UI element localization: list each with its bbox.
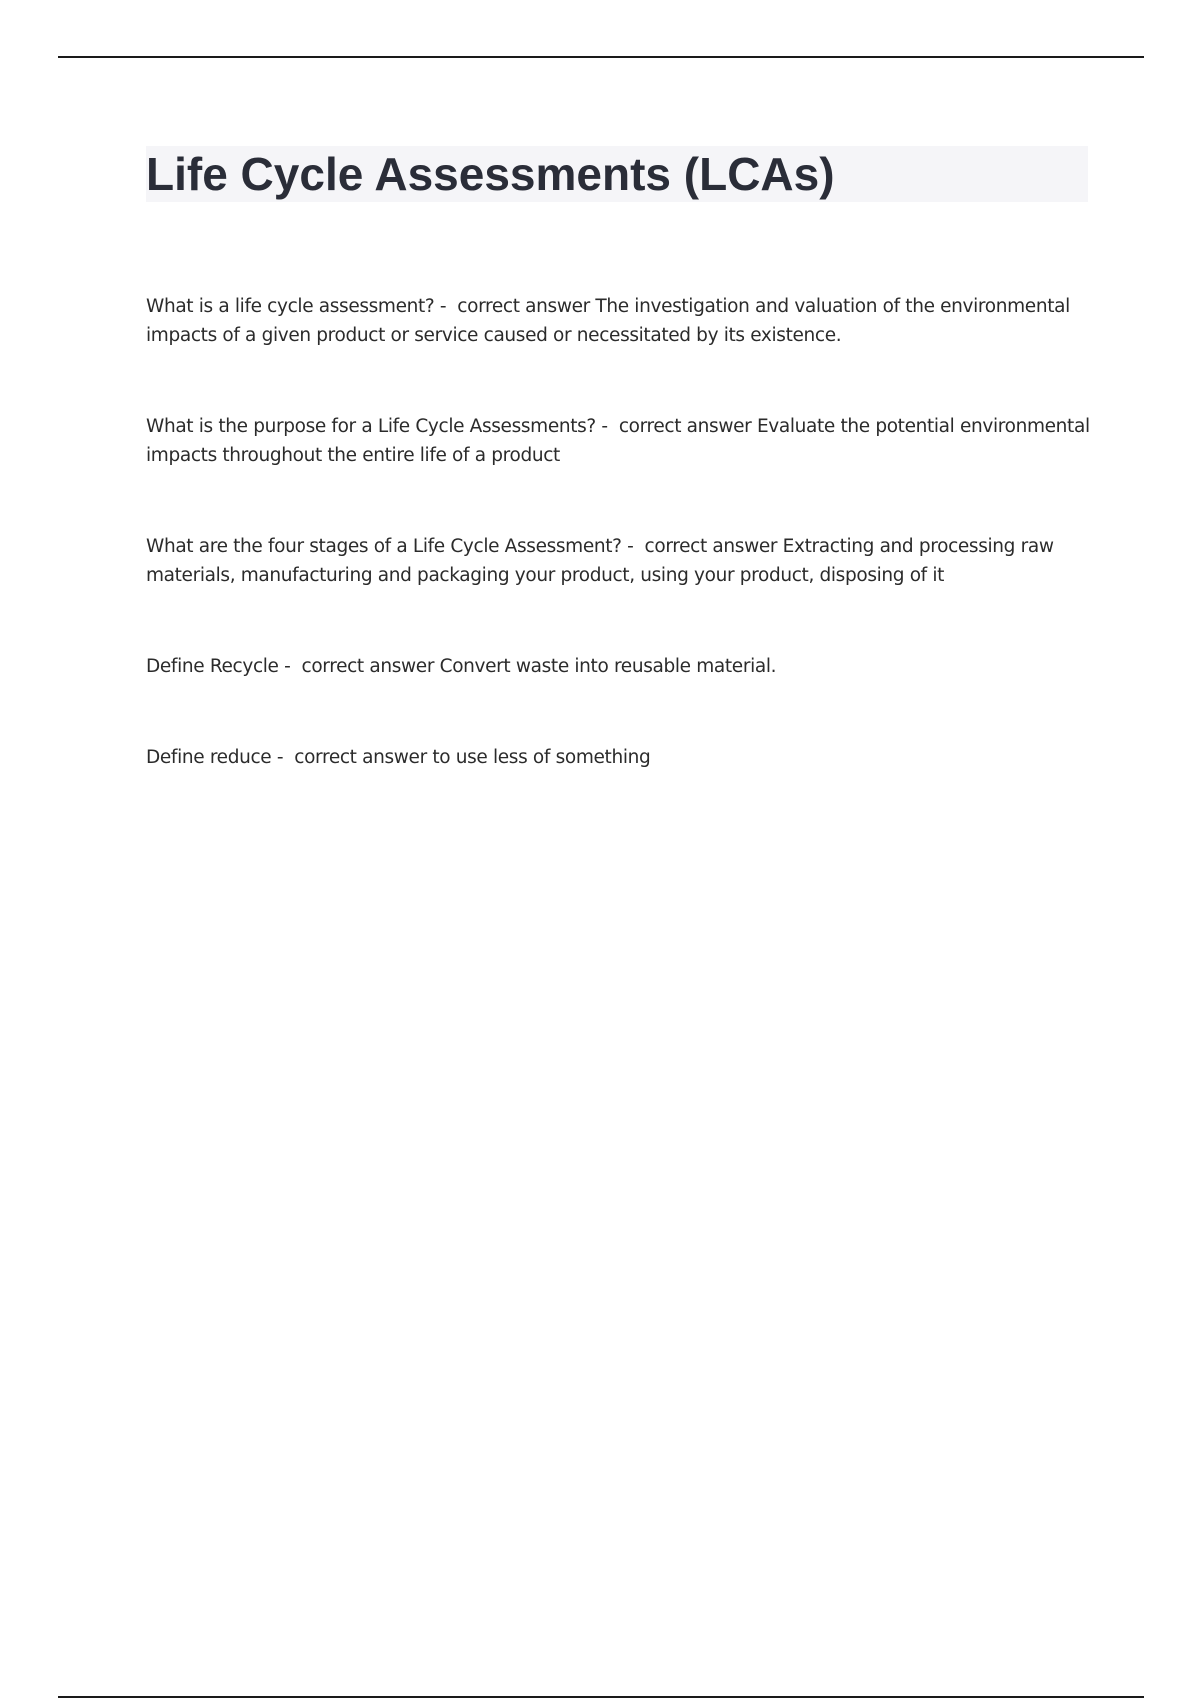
answer-separator: - correct answer (434, 296, 596, 317)
answer-separator: - correct answer (621, 536, 783, 557)
answer-text: Extracting and processing raw materials, manufacturing and packaging your product, using your product, disposing of it (146, 536, 1054, 586)
answer-text: to use less of something (432, 747, 651, 768)
qa-item (146, 743, 1096, 772)
qa-list (146, 292, 1096, 834)
bottom-divider (58, 1696, 1144, 1698)
answer-separator: - correct answer (271, 747, 433, 768)
question-text: What is a life cycle assessment? (146, 296, 435, 317)
question-text: Define reduce (146, 747, 272, 768)
question-text: Define Recycle (146, 656, 279, 677)
qa-item (146, 532, 1096, 590)
qa-item (146, 652, 1096, 681)
page-title: Life Cycle Assessments (LCAs) (146, 148, 835, 200)
answer-text: Convert waste into reusable material. (439, 656, 777, 677)
answer-separator: - correct answer (595, 416, 757, 437)
question-text: What are the four stages of a Life Cycle Assessment? (146, 536, 622, 557)
qa-item (146, 412, 1096, 470)
qa-item (146, 292, 1096, 350)
answer-separator: - correct answer (278, 656, 440, 677)
top-divider (58, 56, 1144, 58)
question-text: What is the purpose for a Life Cycle Assessments? (146, 416, 596, 437)
answer-text: The investigation and valuation of the environmental impacts of a given product or service caused or necessitated by its existence. (146, 296, 1070, 346)
answer-text: Evaluate the potential environmental impacts throughout the entire life of a product (146, 416, 1090, 466)
